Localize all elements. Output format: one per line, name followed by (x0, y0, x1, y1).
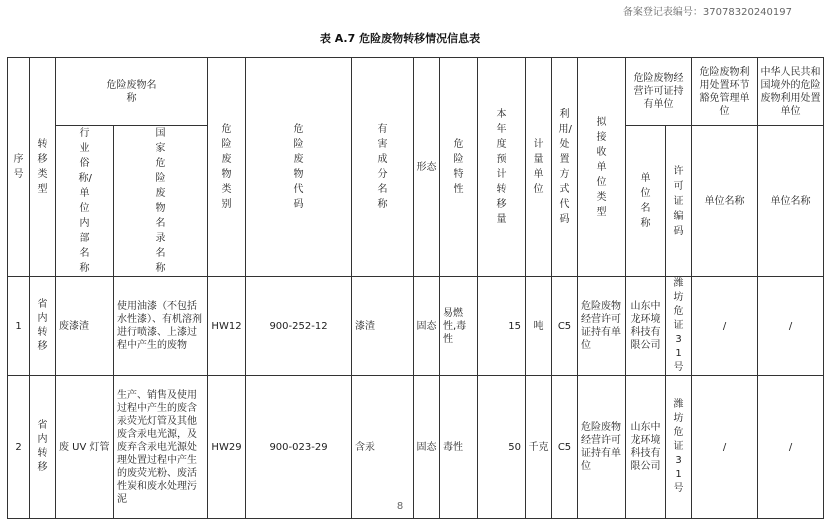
row-hazard: 毒性 (440, 376, 478, 519)
header-form: 形态 (414, 58, 440, 277)
row-category: HW29 (208, 376, 246, 519)
header-licensed-name: 单位名称 (626, 126, 666, 277)
header-unit: 计量单位 (526, 58, 552, 277)
row-hazard: 易燃性,毒性 (440, 277, 478, 376)
row-abroad-name: / (758, 376, 824, 519)
header-abroad-name: 单位名称 (758, 126, 824, 277)
row-disposal: C5 (552, 277, 578, 376)
row-transfer-type: 省内转移 (30, 277, 56, 376)
header-receiver-type: 拟接收单位类型 (578, 58, 626, 277)
header-disposal: 利用/处置方式代码 (552, 58, 578, 277)
row-seq: 2 (8, 376, 30, 519)
registration-number: 备案登记表编号：370783202401​97 (622, 7, 792, 18)
header-seq: 序号 (8, 58, 30, 277)
row-exempt-name: / (692, 277, 758, 376)
header-annual-amount: 本年度预计转移量 (478, 58, 526, 277)
row-form: 固态 (414, 277, 440, 376)
row-unit: 千克 (526, 376, 552, 519)
table-row (8, 277, 824, 376)
page-number: 8 (396, 501, 404, 512)
row-harmful: 漆渣 (352, 277, 414, 376)
header-waste-name: 危险废物名称 (56, 58, 208, 126)
row-disposal: C5 (552, 376, 578, 519)
header-code: 危险废物代码 (246, 58, 352, 277)
header-licensed-no: 许可证编码 (666, 126, 692, 277)
row-licensed-no: 潍坊危证31号 (666, 376, 692, 519)
header-abroad: 中华人民共和国境外的危险废物利用处置单位 (758, 58, 824, 126)
row-industry-name: 废漆渣 (56, 277, 114, 376)
header-exempt: 危险废物利用处置环节豁免管理单位 (692, 58, 758, 126)
header-licensed: 危险废物经营许可证持有单位 (626, 58, 692, 126)
row-national-name: 使用油漆（不包括水性漆）、有机溶剂进行喷漆、上漆过程中产生的废物 (114, 277, 208, 376)
row-amount: 15 (478, 277, 526, 376)
row-exempt-name: / (692, 376, 758, 519)
row-transfer-type: 省内转移 (30, 376, 56, 519)
row-industry-name: 废 UV 灯管 (56, 376, 114, 519)
row-amount: 50 (478, 376, 526, 519)
hazardous-waste-transfer-table (7, 57, 824, 519)
row-licensed-name: 山东中龙环境科技有限公司 (626, 376, 666, 519)
header-hazard: 危险特性 (440, 58, 478, 277)
row-category: HW12 (208, 277, 246, 376)
row-national-name: 生产、销售及使用过程中产生的废含汞荧光灯管及其他废含汞电光源，及废弃含汞电光源处理处置过程中产生的废荧光粉、废活性炭和废水处理污泥 (114, 376, 208, 519)
row-licensed-name: 山东中龙环境科技有限公司 (626, 277, 666, 376)
row-licensed-no: 潍坊危证31号 (666, 277, 692, 376)
row-seq: 1 (8, 277, 30, 376)
row-form: 固态 (414, 376, 440, 519)
row-abroad-name: / (758, 277, 824, 376)
row-harmful: 含汞 (352, 376, 414, 519)
header-industry-name: 行业俗称/单位内部名称 (56, 126, 114, 277)
row-unit: 吨 (526, 277, 552, 376)
row-receiver-type: 危险废物经营许可证持有单位 (578, 277, 626, 376)
row-code: 900-252-12 (246, 277, 352, 376)
header-exempt-name: 单位名称 (692, 126, 758, 277)
row-receiver-type: 危险废物经营许可证持有单位 (578, 376, 626, 519)
row-code: 900-023-29 (246, 376, 352, 519)
header-harmful: 有害成分名称 (352, 58, 414, 277)
table-row (8, 376, 824, 519)
header-national-name: 国家危险废物名录名称 (114, 126, 208, 277)
header-transfer-type: 转移类型 (30, 58, 56, 277)
table-title: 表 A.7 危险废物转移情况信息表 (319, 32, 481, 45)
header-category: 危险废物类别 (208, 58, 246, 277)
